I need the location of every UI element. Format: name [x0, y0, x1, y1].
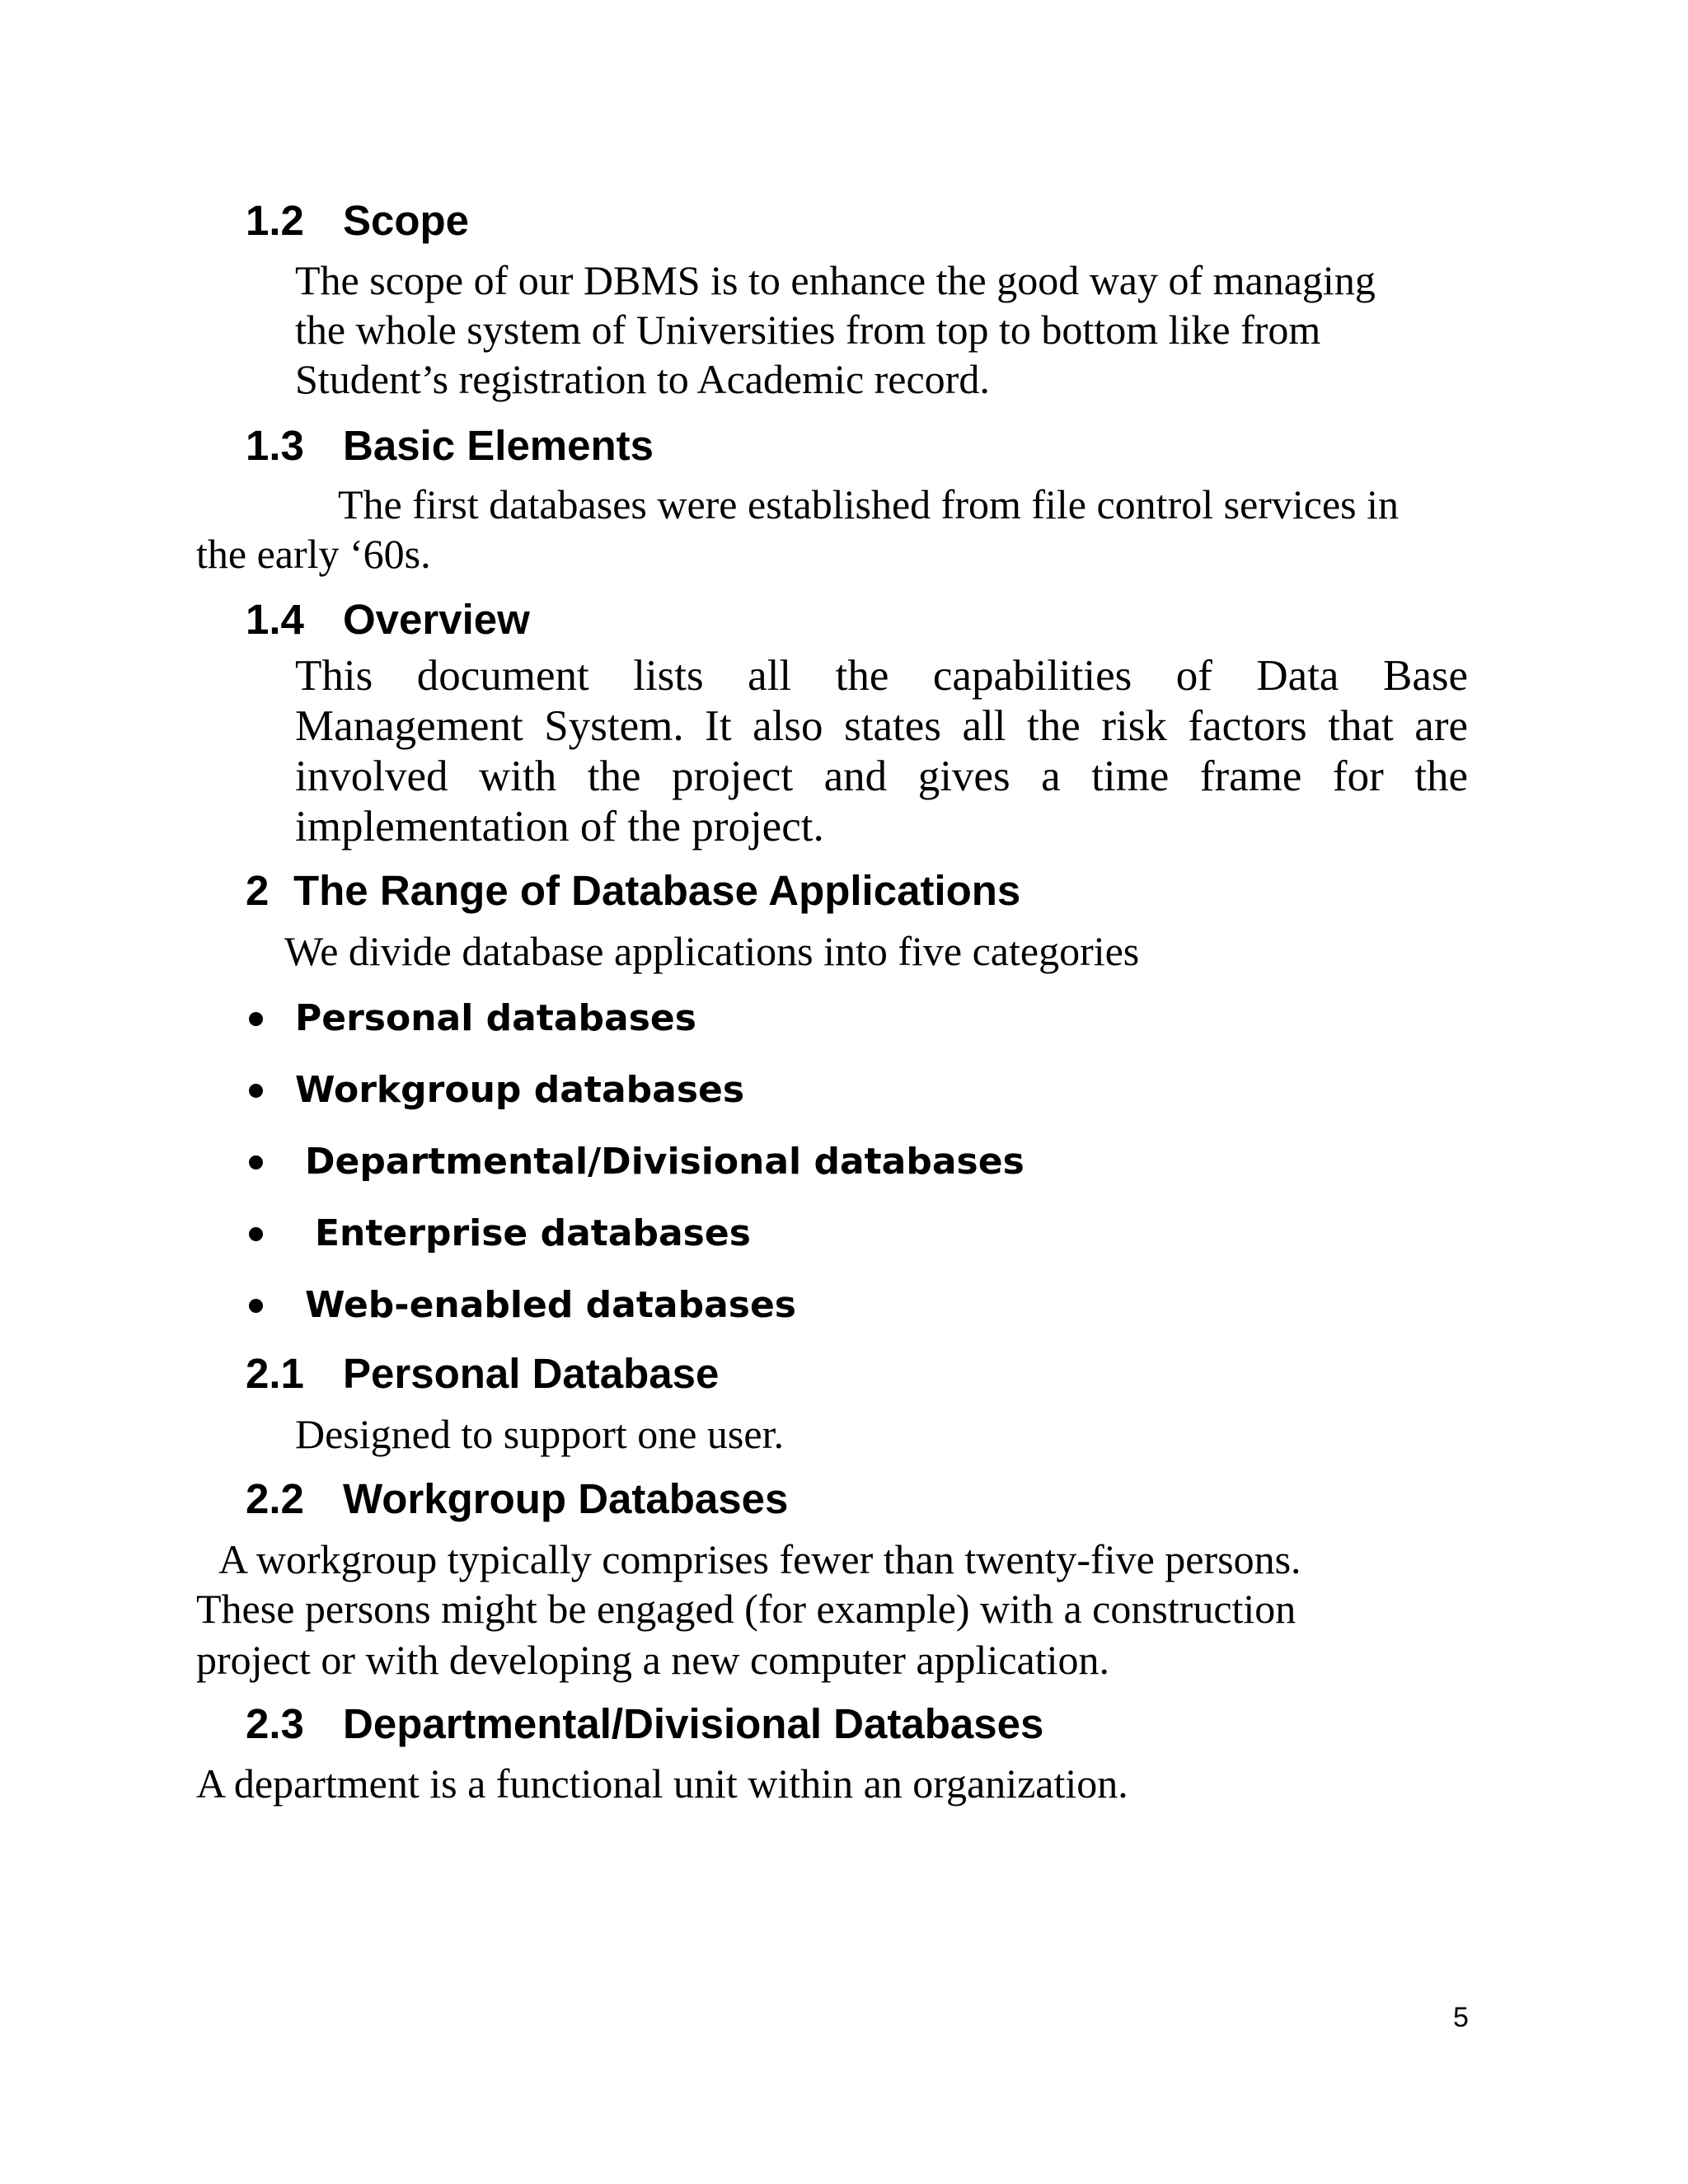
- scope-paragraph-line-1: The scope of our DBMS is to enhance the good way of managing: [295, 257, 1376, 303]
- page-number: 5: [1453, 2002, 1469, 2033]
- workgroup-line-1: A workgroup typically comprises fewer than twenty-five persons.: [218, 1536, 1301, 1582]
- bullet-label: Web-enabled databases: [305, 1284, 796, 1326]
- bullet-label: Enterprise databases: [315, 1212, 751, 1254]
- workgroup-line-3: project or with developing a new computer application.: [196, 1637, 1109, 1683]
- heading-2-1-personal-database: [246, 1349, 719, 1399]
- range-intro-text: We divide database applications into five categories: [284, 928, 1140, 974]
- workgroup-line-2: These persons might be engaged (for example) with a construction: [196, 1586, 1296, 1632]
- overview-paragraph: [295, 651, 1468, 852]
- overview-line-4: implementation of the project.: [295, 803, 824, 851]
- heading-title: The Range of Database Applications: [293, 867, 1021, 914]
- heading-number: 2: [246, 867, 270, 914]
- overview-line-2: Management System. It also states all the risk factors that are: [295, 702, 1468, 750]
- heading-2-3-departmental-divisional-databases: [246, 1699, 1043, 1749]
- heading-number: 1.3: [246, 422, 304, 469]
- overview-line-3: involved with the project and gives a time frame for the: [295, 752, 1468, 800]
- heading-title: Scope: [343, 197, 470, 244]
- bullet-label: Workgroup databases: [295, 1069, 745, 1111]
- heading-2-2-workgroup-databases: [246, 1474, 788, 1524]
- basic-elements-line-2: the early ‘60s.: [196, 531, 431, 577]
- bullet-label: Departmental/Divisional databases: [305, 1141, 1025, 1183]
- heading-1-3-basic-elements: [246, 421, 654, 471]
- basic-elements-line-1: The first databases were established from file control services in: [338, 481, 1400, 527]
- heading-title: Basic Elements: [343, 422, 654, 469]
- heading-number: 2.2: [246, 1475, 304, 1522]
- heading-1-2-scope: [246, 196, 469, 246]
- scope-paragraph-line-3: Student’s registration to Academic record.: [295, 356, 990, 402]
- bullet-dot: [249, 1299, 263, 1313]
- heading-2-range-of-database-applications: [246, 866, 1020, 916]
- heading-number: 2.1: [246, 1350, 304, 1397]
- bullet-dot: [249, 1084, 263, 1098]
- scope-paragraph-line-2: the whole system of Universities from top to bottom like from: [295, 307, 1321, 353]
- personal-database-text: Designed to support one user.: [295, 1411, 784, 1457]
- heading-title: Personal Database: [343, 1350, 720, 1397]
- bullet-dot: [249, 1012, 263, 1026]
- heading-title: Overview: [343, 596, 530, 643]
- heading-number: 2.3: [246, 1700, 304, 1747]
- heading-number: 1.4: [246, 596, 304, 643]
- heading-1-4-overview: [246, 595, 530, 644]
- heading-title: Departmental/Divisional Databases: [343, 1700, 1044, 1747]
- heading-title: Workgroup Databases: [343, 1475, 789, 1522]
- bullet-dot: [249, 1155, 263, 1169]
- bullet-label: Personal databases: [295, 997, 696, 1039]
- heading-number: 1.2: [246, 197, 304, 244]
- departmental-text: A department is a functional unit within an organization.: [196, 1760, 1128, 1807]
- overview-line-1: This document lists all the capabilities of Data Base: [295, 652, 1468, 700]
- bullet-dot: [249, 1227, 263, 1241]
